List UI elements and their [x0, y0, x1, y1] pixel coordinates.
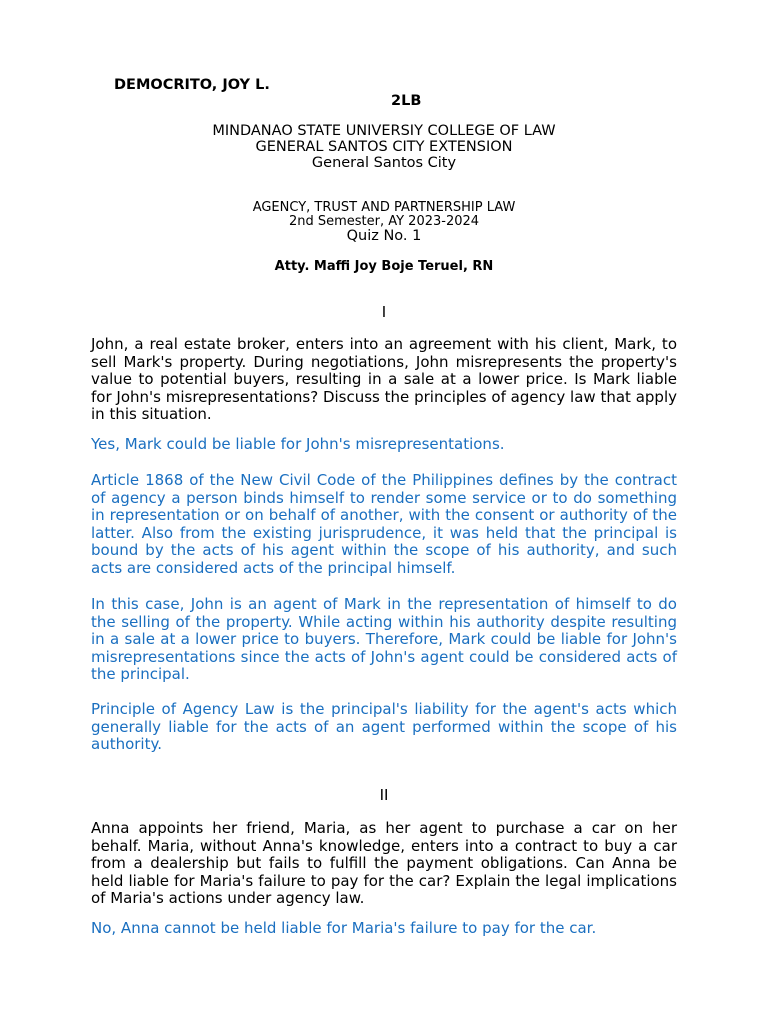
part-2-numeral: II — [379, 786, 389, 804]
course-title: AGENCY, TRUST AND PARTNERSHIP LAW — [252, 200, 516, 215]
answer-2-conclusion: No, Anna cannot be held liable for Maria's failure to pay for the car. — [91, 919, 597, 937]
semester-label: 2nd Semester, AY 2023-2024 — [288, 214, 480, 229]
school-city: General Santos City — [311, 155, 457, 171]
answer-1-law: Article 1868 of the New Civil Code of the Philippines defines by the contract of agency a person binds himself to render some service or to do something in representation or on behalf of another, with the consent or authority of the latter. Also from the existing jurisprudence, it was held that the principal is bound by the acts of his agent within the scope of his authority, and such acts are considered acts of the principal himself. — [91, 471, 677, 577]
question-2: Anna appoints her friend, Maria, as her agent to purchase a car on her behalf. Maria, without Anna's knowledge, enters into a contract to buy a car from a dealership but fails to fulfill the payment obligations. Can Anna be held liable for Maria's failure to pay for the car? Explain the legal implications of Maria's actions under agency law. — [91, 819, 677, 908]
answer-1-application: In this case, John is an agent of Mark in the representation of himself to do the selling of the property. While acting within his authority despite resulting in a sale at a lower price to buyers. Therefore, Mark could be liable for John's misrepresentations since the acts of John's agent could be considered acts of the principal. — [91, 595, 677, 684]
quiz-label: Quiz No. 1 — [346, 228, 422, 244]
instructor-name: Atty. Maffi Joy Boje Teruel, RN — [274, 259, 494, 274]
part-1-numeral: I — [381, 303, 387, 321]
school-extension: GENERAL SANTOS CITY EXTENSION — [255, 139, 513, 155]
student-name: DEMOCRITO, JOY L. — [114, 77, 270, 93]
question-1: John, a real estate broker, enters into an agreement with his client, Mark, to sell Mark's property. During negotiations, John misrepresents the property's value to potential buyers, resulting in a sale at a lower price. Is Mark liable for John's misrepresentations? Discuss the principles of agency law that apply in this situation. — [91, 335, 677, 424]
section-label: 2LB — [391, 93, 422, 109]
answer-1-conclusion: Yes, Mark could be liable for John's misrepresentations. — [91, 435, 505, 453]
school-name: MINDANAO STATE UNIVERSIY COLLEGE OF LAW — [212, 123, 556, 139]
answer-1-principle: Principle of Agency Law is the principal's liability for the agent's acts which generally liable for the acts of an agent performed within the scope of his authority. — [91, 700, 677, 754]
